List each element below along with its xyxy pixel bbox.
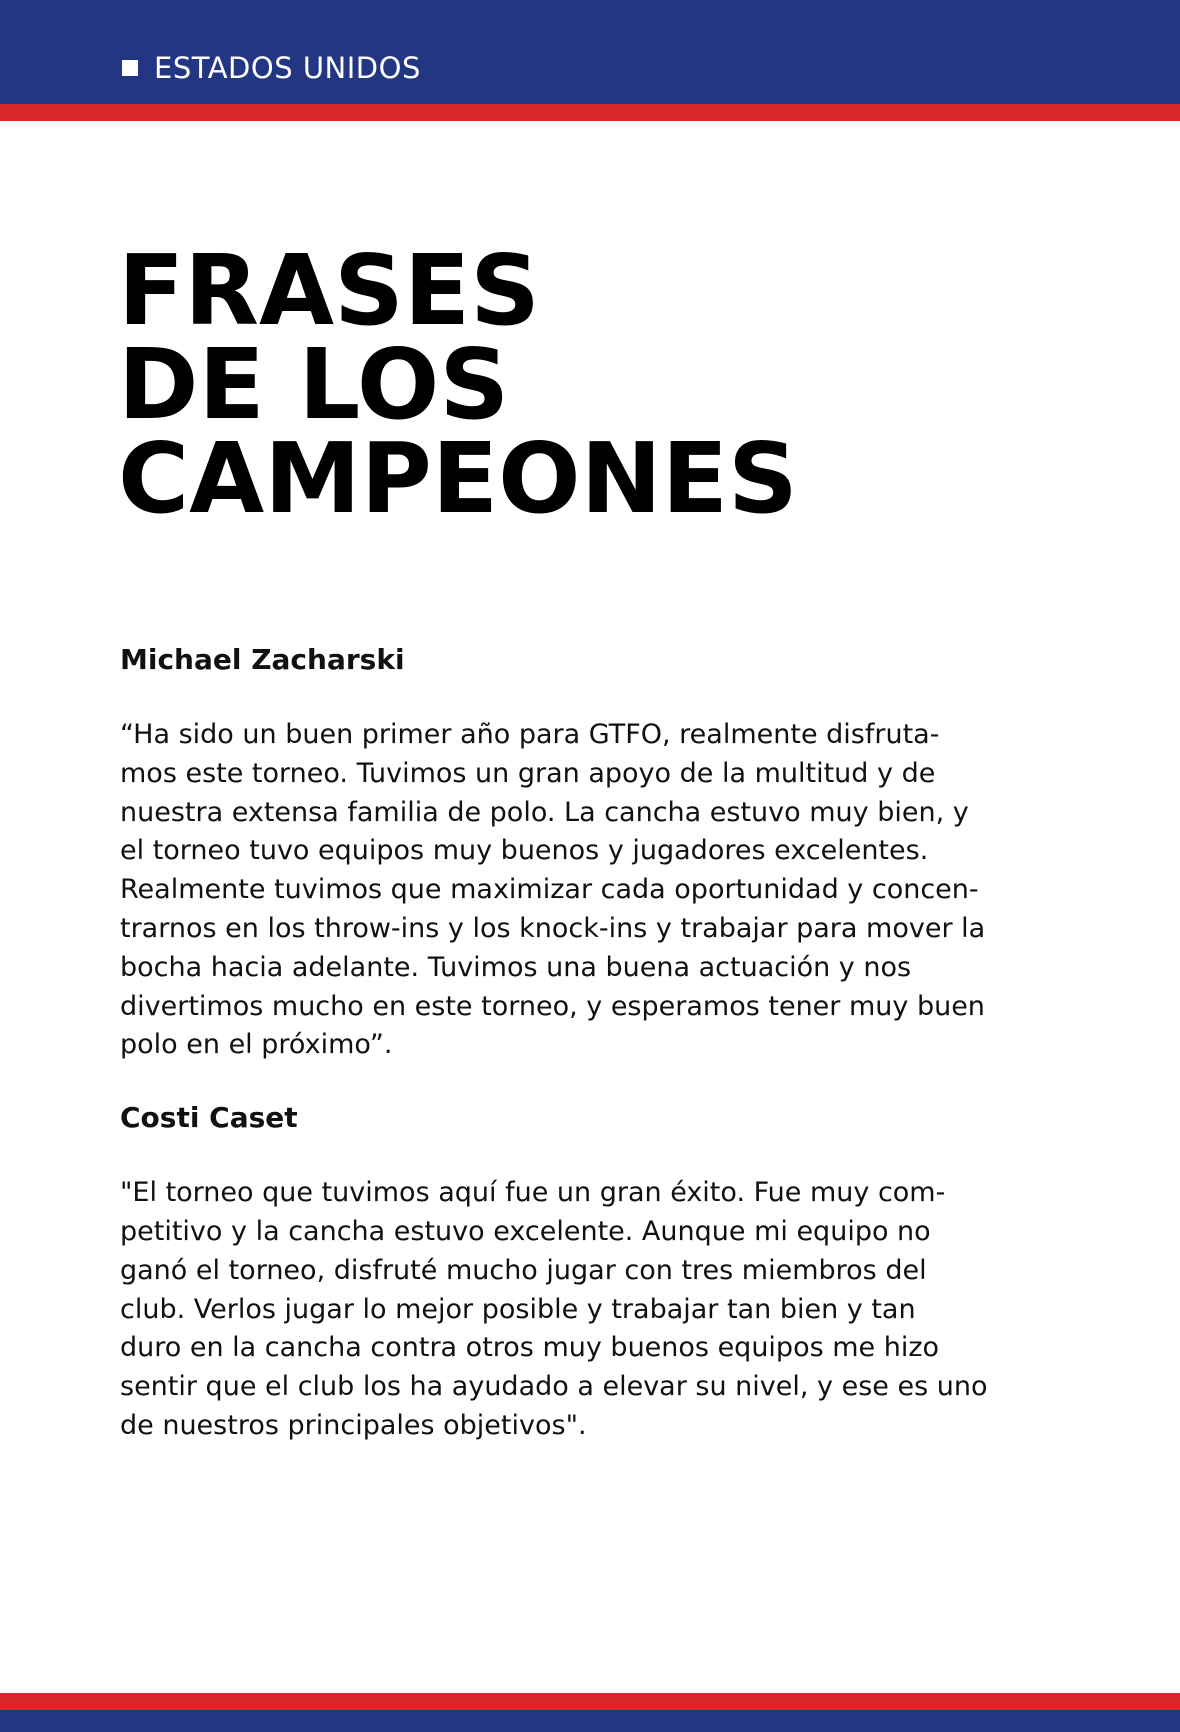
quote-line: Realmente tuvimos que maximizar cada oportunidad y concen- (120, 874, 979, 906)
footer-band (0, 1710, 1180, 1732)
section-label (122, 48, 421, 88)
quote-line: "El torneo que tuvimos aquí fue un gran éxito. Fue muy com- (120, 1177, 946, 1209)
quote-line: petitivo y la cancha estuvo excelente. Aunque mi equipo no (120, 1215, 931, 1247)
page-title (118, 234, 798, 535)
quote-author: Costi Caset (120, 1101, 298, 1135)
quote-block (120, 1098, 1080, 1446)
header-band (0, 0, 1180, 104)
quote-line: el torneo tuvo equipos muy buenos y jugadores excelentes. (120, 835, 929, 867)
quote-block (120, 640, 1080, 1065)
quote-line: de nuestros principales objetivos". (120, 1409, 587, 1441)
quote-text (120, 716, 1080, 1065)
quote-line: club. Verlos jugar lo mejor posible y trabajar tan bien y tan (120, 1293, 916, 1325)
quote-line: “Ha sido un buen primer año para GTFO, realmente disfruta- (120, 719, 940, 750)
page-title-line: CAMPEONES (118, 422, 798, 535)
quote-line: mos este torneo. Tuvimos un gran apoyo de la multitud y de (120, 757, 936, 789)
quote-line: divertimos mucho en este torneo, y esperamos tener muy buen (120, 990, 985, 1022)
square-icon (122, 60, 138, 76)
quote-line: ganó el torneo, disfruté mucho jugar con tres miembros del (120, 1254, 927, 1286)
page-title-line: DE LOS (118, 328, 510, 441)
quote-line: duro en la cancha contra otros muy buenos equipos me hizo (120, 1332, 940, 1364)
quote-author: Michael Zacharski (120, 643, 405, 676)
quote-line: trarnos en los throw-ins y los knock-ins y trabajar para mover la (120, 912, 986, 944)
quote-line: polo en el próximo”. (120, 1029, 393, 1061)
quotes-section (120, 640, 1080, 1479)
quote-line: sentir que el club los ha ayudado a elevar su nivel, y ese es uno (120, 1371, 988, 1403)
footer-stripe (0, 1693, 1180, 1710)
quote-line: bocha hacia adelante. Tuvimos una buena actuación y nos (120, 951, 912, 983)
header-stripe (0, 104, 1180, 121)
quote-line: nuestra extensa familia de polo. La cancha estuvo muy bien, y (120, 796, 969, 828)
quote-text (120, 1174, 1080, 1446)
section-label-text: ESTADOS UNIDOS (154, 51, 421, 85)
page-title-line: FRASES (118, 234, 541, 347)
